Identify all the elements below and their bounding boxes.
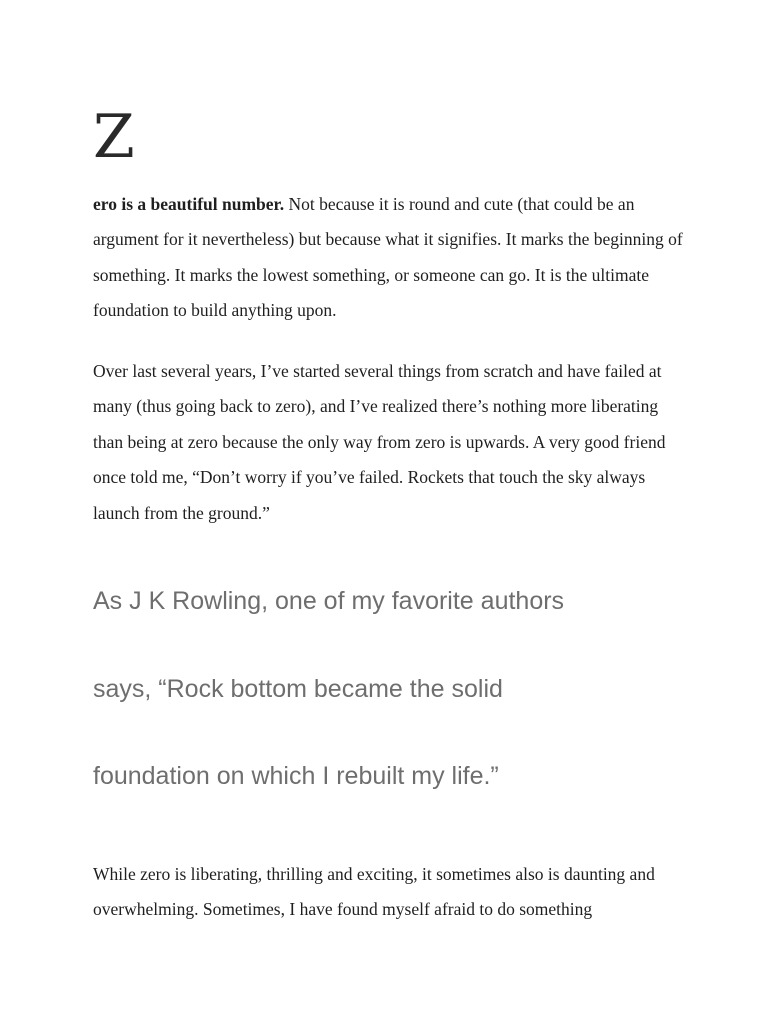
drop-cap-letter: Z xyxy=(93,102,135,172)
pull-quote-line: foundation on which I rebuilt my life.” xyxy=(93,762,499,790)
pull-quote-line: As J K Rowling, one of my favorite authors xyxy=(93,587,565,615)
paragraph-intro-text: Not because it is round and cute (that could be an argument for it nevertheless) but because what it signifies. It marks the beginning of something. It marks the lowest something, or someone can go. It is the ultimate foundation to build anything upon. xyxy=(93,194,683,321)
pull-quote-line: says, “Rock bottom became the solid xyxy=(93,674,503,703)
pull-quote xyxy=(93,558,693,821)
paragraph-failure: Over last several years, I’ve started several things from scratch and have failed at many (thus going back to zero), and I’ve realized there’s nothing more liberating than being at zero because the only way from zero is upwards. A very good friend once told me, “Don’t worry if you’ve failed. Rockets that touch the sky always launch from the ground.” xyxy=(93,361,666,523)
paragraph-lead-bold: ero is a beautiful number. xyxy=(93,194,285,214)
paragraph-intro xyxy=(93,187,683,329)
paragraph-zero-daunting: While zero is liberating, thrilling and exciting, it sometimes also is daunting and overwhelming. Sometimes, I have found myself afraid to do something xyxy=(93,864,655,920)
